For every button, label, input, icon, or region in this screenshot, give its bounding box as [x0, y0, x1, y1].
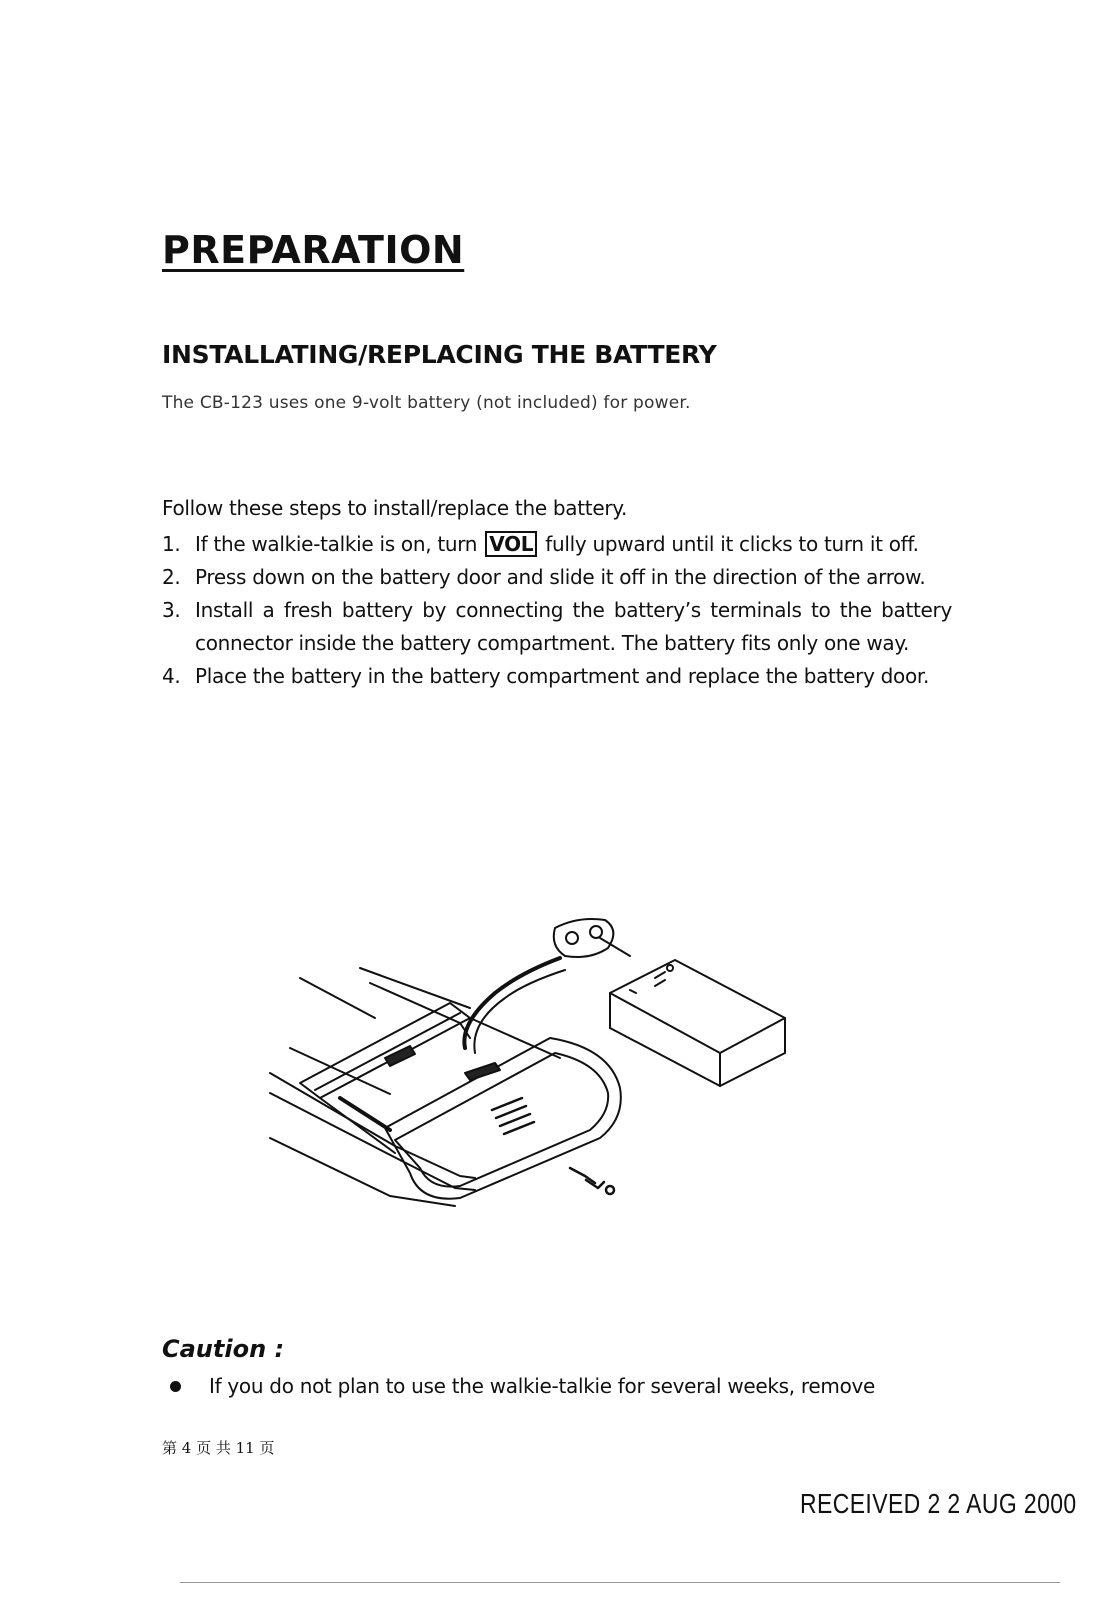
step-text: fully upward until it clicks to turn it off.: [539, 532, 919, 556]
step-item: [162, 561, 952, 594]
radio-body-outline: [270, 968, 475, 1206]
step-number: 2.: [162, 565, 181, 589]
battery-installation-illustration: [260, 898, 820, 1228]
step-text: Install a fresh battery by connecting the battery’s terminals to the battery connector inside the battery compartment. The battery fits only one way.: [195, 598, 952, 655]
caution-text: If you do not plan to use the walkie-talkie for several weeks, remove: [209, 1374, 876, 1398]
page-title: PREPARATION: [162, 228, 465, 272]
vol-key-label: VOL: [485, 531, 537, 557]
step-text: Place the battery in the battery compartment and replace the battery door.: [195, 664, 930, 688]
battery-door: [385, 1038, 621, 1199]
page-number: 第 4 页 共 11 页: [162, 1439, 275, 1457]
steps-list: [162, 528, 952, 693]
steps-lead: Follow these steps to install/replace the battery.: [162, 496, 628, 520]
step-item: [162, 594, 952, 660]
step-number: 1.: [162, 532, 181, 556]
caution-heading: Caution :: [162, 1335, 285, 1363]
step-number: 4.: [162, 664, 181, 688]
bullet-icon: [170, 1381, 181, 1392]
step-item: [162, 660, 952, 693]
slide-direction-arrow: [570, 1168, 614, 1194]
nine-volt-battery: [610, 960, 785, 1086]
battery-compartment: [300, 1003, 560, 1153]
intro-text: The CB-123 uses one 9-volt battery (not included) for power.: [162, 393, 691, 413]
battery-connector: [464, 919, 630, 1053]
step-number: 3.: [162, 598, 181, 622]
received-stamp: RECEIVED 2 2 AUG 2000: [800, 1488, 1077, 1519]
section-heading: INSTALLATING/REPLACING THE BATTERY: [162, 340, 717, 369]
step-text: Press down on the battery door and slide it off in the direction of the arrow.: [195, 565, 926, 589]
step-text: If the walkie-talkie is on, turn: [195, 532, 484, 556]
step-item: [162, 528, 952, 561]
caution-item: [162, 1374, 875, 1398]
bottom-rule: [180, 1582, 1060, 1583]
